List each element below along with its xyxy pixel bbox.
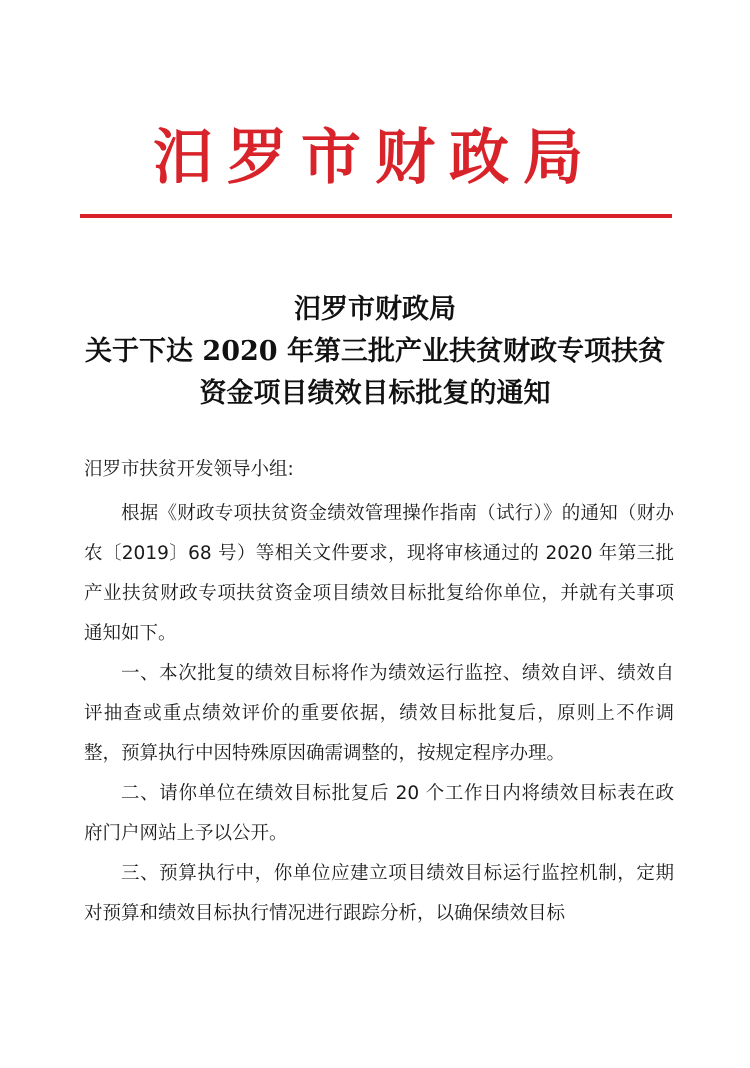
paragraph-intro: 根据《财政专项扶贫资金绩效管理操作指南（试行）》的通知（财办农〔2019〕68 号）等相关文件要求，现将审核通过的 2020 年第三批产业扶贫财政专项扶贫资金项目绩效目标批复给你单位，并就有关事项通知如下。 [84, 503, 674, 644]
letterhead-org-name: 汨罗市财政局 [153, 123, 597, 193]
paragraph-item-3: 三、预算执行中，你单位应建立项目绩效目标运行监控机制，定期对预算和绩效目标执行情况进行跟踪分析，以确保绩效目标 [84, 863, 674, 924]
paragraph-item-1: 一、本次批复的绩效目标将作为绩效运行监控、绩效自评、绩效自评抽查或重点绩效评价的重要依据，绩效目标批复后，原则上不作调整，预算执行中因特殊原因确需调整的，按规定程序办理。 [84, 663, 674, 764]
letterhead-red-rule [80, 214, 672, 218]
paragraph-item-2: 二、请你单位在绩效目标批复后 20 个工作日内将绩效目标表在政府门户网站上予以公开。 [84, 783, 674, 844]
body-content [84, 494, 674, 934]
doc-title-line-2: 关于下达 2020 年第三批产业扶贫财政专项扶贫 [85, 336, 665, 367]
salutation: 汨罗市扶贫开发领导小组: [84, 459, 294, 480]
doc-title-line-3: 资金项目绩效目标批复的通知 [199, 378, 551, 409]
doc-title-line-1: 汨罗市财政局 [294, 294, 456, 325]
